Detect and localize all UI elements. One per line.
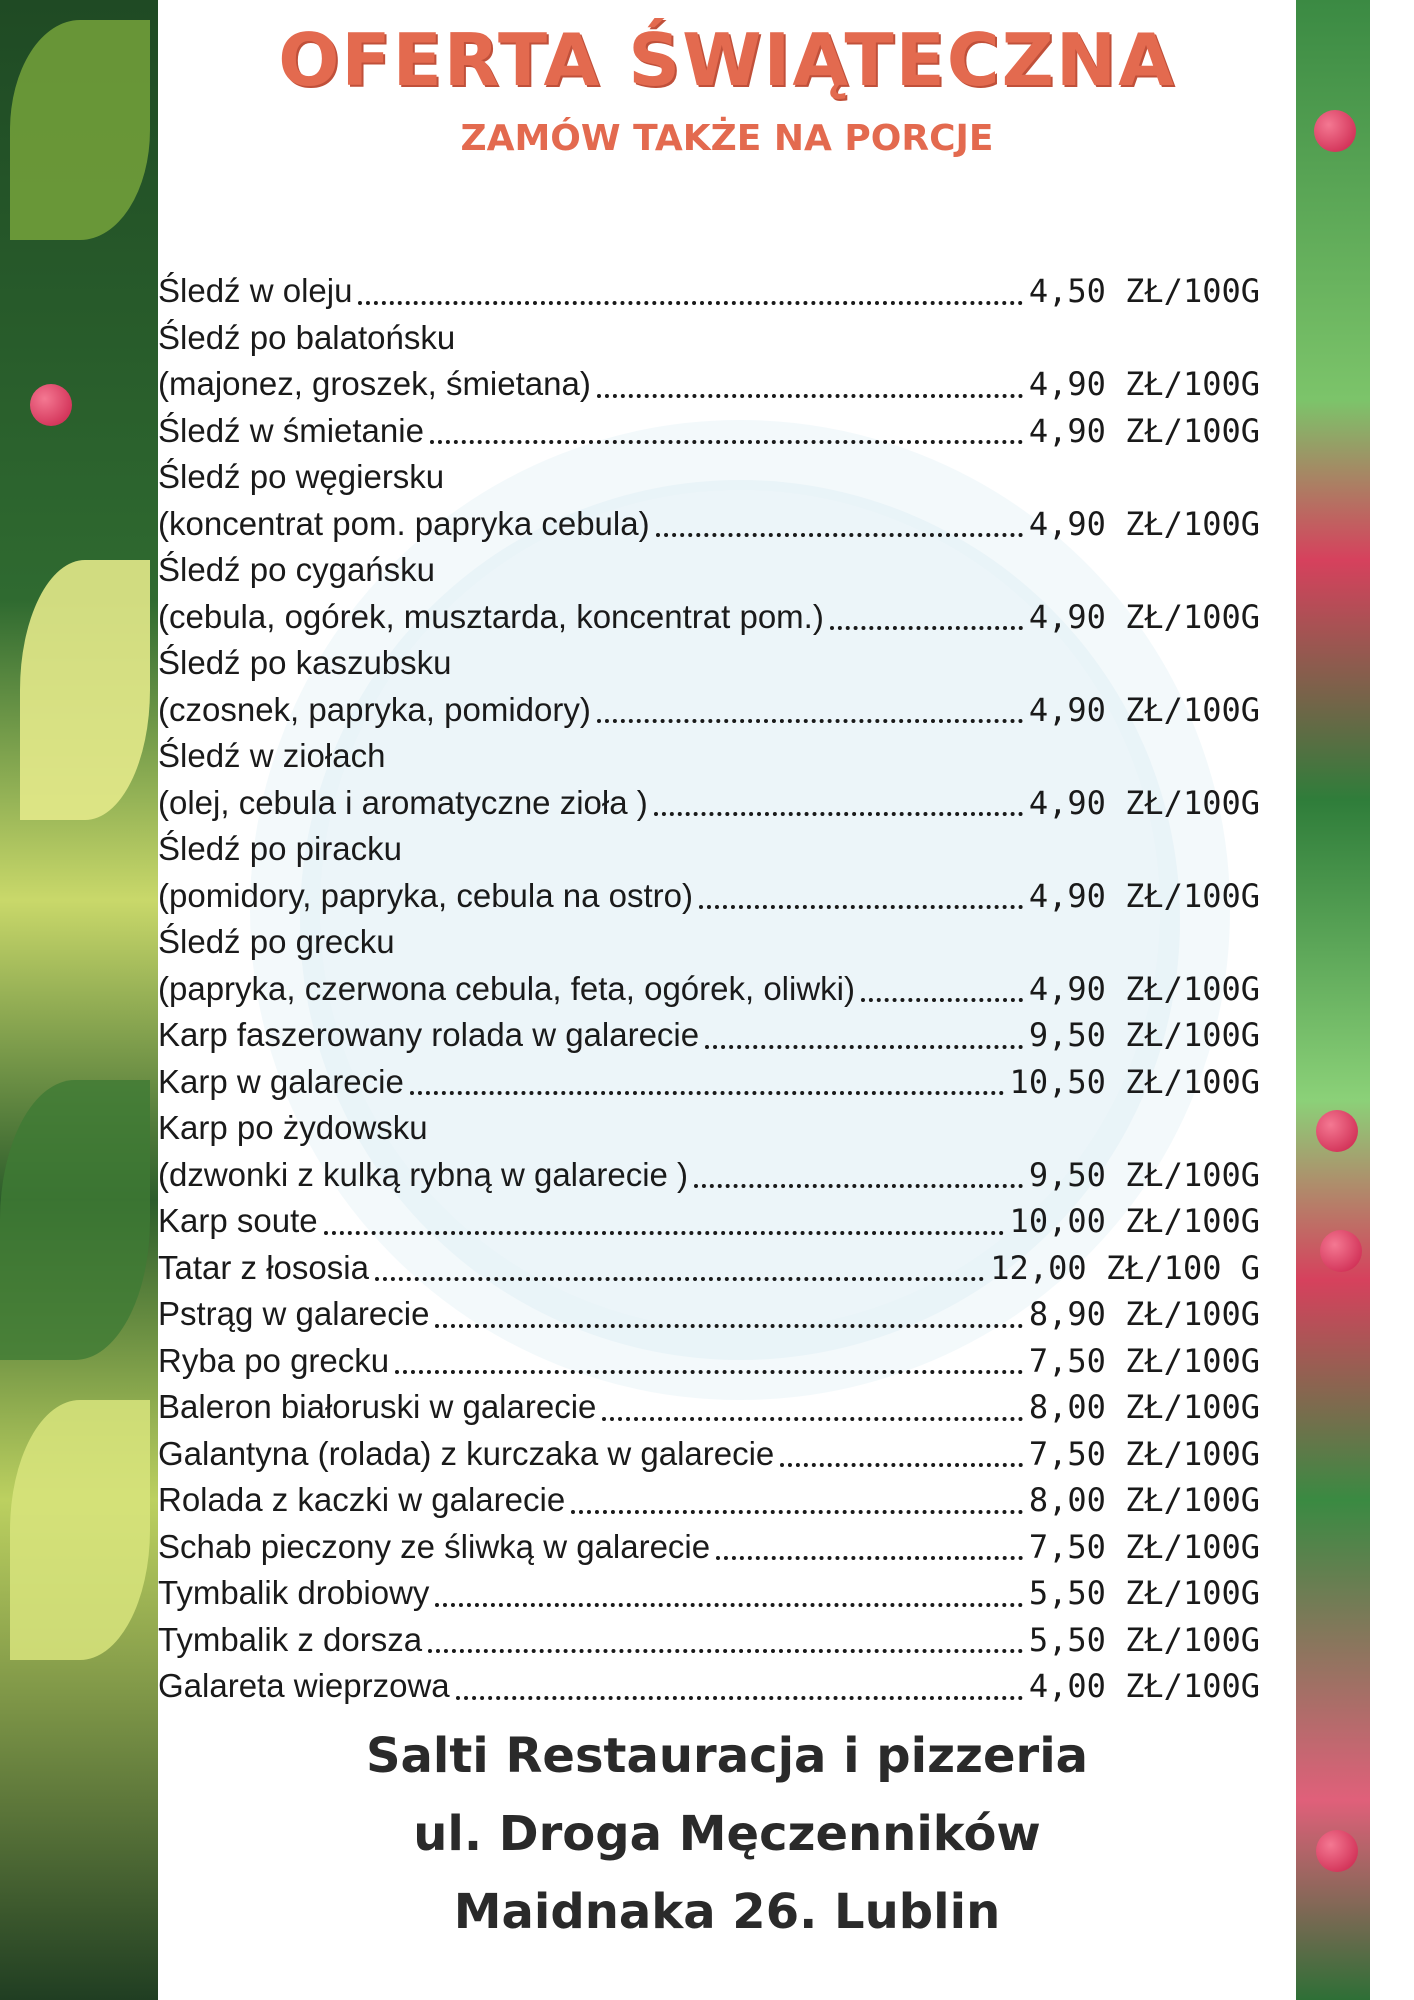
menu-item-price: 4,90 ZŁ/100G — [1028, 876, 1260, 915]
holly-berry-icon — [1316, 1830, 1358, 1872]
dot-leader — [861, 998, 1023, 1002]
menu-item-name: (dzwonki z kulką rybną w galarecie ) — [158, 1155, 689, 1193]
footer-restaurant-name: Salti Restauracja i pizzeria — [365, 1728, 1089, 1784]
footer-address-city: Maidnaka 26. Lublin — [453, 1884, 1001, 1940]
menu-item — [158, 315, 1260, 362]
menu-item — [158, 966, 1260, 1013]
menu-item-name: Karp po żydowsku — [158, 1109, 428, 1146]
menu-item — [158, 1617, 1260, 1664]
menu-item — [158, 1384, 1260, 1431]
menu-item-name: (koncentrat pom. papryka cebula) — [158, 504, 650, 542]
menu-item-name: Baleron białoruski w galarecie — [158, 1388, 597, 1425]
menu-item-price: 10,00 ZŁ/100G — [1009, 1202, 1260, 1240]
menu-item-name: Rolada z kaczki w galarecie — [158, 1481, 566, 1518]
menu-item — [158, 1663, 1260, 1710]
dot-leader — [430, 440, 1023, 444]
dot-leader — [780, 1463, 1023, 1467]
holly-berry-icon — [1316, 1110, 1358, 1152]
menu-item-name: (olej, cebula i aromatyczne zioła ) — [158, 783, 648, 821]
menu-item-name: (pomidory, papryka, cebula na ostro) — [158, 876, 693, 914]
menu-item-price: 5,50 ZŁ/100G — [1028, 1620, 1260, 1659]
menu-item — [158, 1198, 1260, 1245]
menu-item-price: 9,50 ZŁ/100G — [1028, 1155, 1260, 1194]
dot-leader — [699, 905, 1023, 909]
menu-item-price: 8,00 ZŁ/100G — [1028, 1388, 1260, 1426]
menu-item-name: Śledź w ziołach — [158, 737, 386, 774]
holly-leaf-icon — [10, 20, 150, 240]
holly-berry-icon — [1320, 1230, 1362, 1272]
menu-item-name: Śledź po piracku — [158, 830, 402, 867]
menu-item — [158, 733, 1260, 780]
menu-item-price: 12,00 ZŁ/100 G — [990, 1248, 1260, 1287]
menu-item-name: Tymbalik z dorsza — [158, 1620, 423, 1658]
menu-item — [158, 919, 1260, 966]
menu-item — [158, 1338, 1260, 1385]
dot-leader — [435, 1324, 1022, 1328]
dot-leader — [456, 1696, 1023, 1700]
dot-leader — [324, 1231, 1004, 1235]
menu-item-name: Tatar z łososia — [158, 1248, 369, 1286]
menu-item-name: Śledź po balatońsku — [158, 318, 456, 356]
menu-item-name: Karp w galarecie — [158, 1062, 404, 1100]
menu-item — [158, 1105, 1260, 1152]
menu-item — [158, 1012, 1260, 1059]
menu-item-name: Ryba po grecku — [158, 1341, 390, 1379]
menu-item — [158, 547, 1260, 594]
dot-leader — [395, 1370, 1023, 1374]
menu-item-price: 4,90 ZŁ/100G — [1028, 504, 1260, 543]
menu-item — [158, 1291, 1260, 1338]
holly-leaf-icon — [10, 1400, 150, 1660]
menu-item-price: 4,90 ZŁ/100G — [1028, 597, 1260, 636]
menu-item-name: Karp faszerowany rolada w galarecie — [158, 1016, 700, 1053]
menu-item-price: 10,50 ZŁ/100G — [1009, 1062, 1260, 1101]
menu-item-price: 8,90 ZŁ/100G — [1028, 1295, 1260, 1333]
menu-item-name: Śledź w oleju — [158, 272, 353, 309]
dot-leader — [571, 1510, 1023, 1514]
dot-leader — [375, 1277, 984, 1281]
dot-leader — [597, 719, 1023, 723]
menu-item-price: 4,90 ZŁ/100G — [1028, 783, 1260, 822]
dot-leader — [830, 626, 1023, 630]
menu-item — [158, 454, 1260, 501]
menu-item-price: 8,00 ZŁ/100G — [1028, 1481, 1260, 1519]
menu-item — [158, 1431, 1260, 1478]
menu-item-name: Śledź po cygańsku — [158, 551, 436, 588]
menu-item — [158, 640, 1260, 687]
page-title: OFERTA ŚWIĄTECZNA — [278, 18, 1176, 102]
menu-item-price: 9,50 ZŁ/100G — [1028, 1016, 1260, 1054]
menu-item-name: Śledź po węgiersku — [158, 458, 445, 495]
dot-leader — [597, 394, 1023, 398]
dot-leader — [358, 301, 1022, 305]
menu-item — [158, 873, 1260, 920]
holly-border-right — [1296, 0, 1370, 2000]
menu-item-name: Tymbalik drobiowy — [158, 1574, 430, 1611]
menu-item-name: (papryka, czerwona cebula, feta, ogórek, oliwki) — [158, 969, 855, 1007]
menu-item-name: Schab pieczony ze śliwką w galarecie — [158, 1527, 711, 1565]
holly-border-left — [0, 0, 158, 2000]
dot-leader — [705, 1045, 1023, 1049]
menu-item-price: 4,90 ZŁ/100G — [1028, 411, 1260, 450]
menu-item-name: Śledź po grecku — [158, 923, 395, 960]
menu-item-name: Śledź w śmietanie — [158, 411, 424, 449]
menu-item — [158, 268, 1260, 315]
menu-item — [158, 1059, 1260, 1106]
menu-item-price: 4,50 ZŁ/100G — [1028, 272, 1260, 310]
menu-item — [158, 361, 1260, 408]
dot-leader — [654, 812, 1023, 816]
menu-item-price: 7,50 ZŁ/100G — [1028, 1434, 1260, 1473]
dot-leader — [694, 1184, 1023, 1188]
menu-item — [158, 1570, 1260, 1617]
menu-item — [158, 594, 1260, 641]
menu-item — [158, 687, 1260, 734]
menu-item-price: 7,50 ZŁ/100G — [1028, 1527, 1260, 1566]
menu-item-name: Galantyna (rolada) z kurczaka w galarecie — [158, 1434, 775, 1472]
menu-item — [158, 1245, 1260, 1292]
holly-leaf-icon — [0, 1080, 150, 1360]
dot-leader — [435, 1603, 1022, 1607]
holly-berry-icon — [1314, 110, 1356, 152]
menu-item — [158, 780, 1260, 827]
menu-item-name: (majonez, groszek, śmietana) — [158, 365, 591, 402]
dot-leader — [428, 1649, 1023, 1653]
menu-item-name: (cebula, ogórek, musztarda, koncentrat pom.) — [158, 597, 824, 635]
menu-item — [158, 1524, 1260, 1571]
menu-item-price: 7,50 ZŁ/100G — [1028, 1341, 1260, 1380]
menu-item — [158, 1152, 1260, 1199]
menu-item-name: Galareta wieprzowa — [158, 1667, 450, 1704]
menu-item — [158, 501, 1260, 548]
holly-berry-icon — [30, 384, 72, 426]
dot-leader — [716, 1556, 1023, 1560]
footer-address-street: ul. Droga Męczenników — [413, 1806, 1041, 1862]
page-subtitle: ZAMÓW TAKŻE NA PORCJE — [460, 118, 994, 159]
menu-item-name: Pstrąg w galarecie — [158, 1295, 430, 1332]
dot-leader — [602, 1417, 1022, 1421]
menu-item-name: Karp soute — [158, 1202, 318, 1239]
holly-leaf-icon — [20, 560, 150, 820]
menu-item-price: 4,00 ZŁ/100G — [1028, 1667, 1260, 1705]
menu-item — [158, 408, 1260, 455]
menu-item-name: (czosnek, papryka, pomidory) — [158, 690, 591, 728]
menu-list — [158, 268, 1260, 1710]
menu-item-name: Śledź po kaszubsku — [158, 644, 452, 681]
menu-item-price: 4,90 ZŁ/100G — [1028, 365, 1260, 403]
menu-item — [158, 826, 1260, 873]
menu-item — [158, 1477, 1260, 1524]
menu-item-price: 4,90 ZŁ/100G — [1028, 690, 1260, 729]
menu-item-price: 4,90 ZŁ/100G — [1028, 969, 1260, 1008]
dot-leader — [410, 1091, 1004, 1095]
dot-leader — [656, 533, 1023, 537]
menu-item-price: 5,50 ZŁ/100G — [1028, 1574, 1260, 1612]
